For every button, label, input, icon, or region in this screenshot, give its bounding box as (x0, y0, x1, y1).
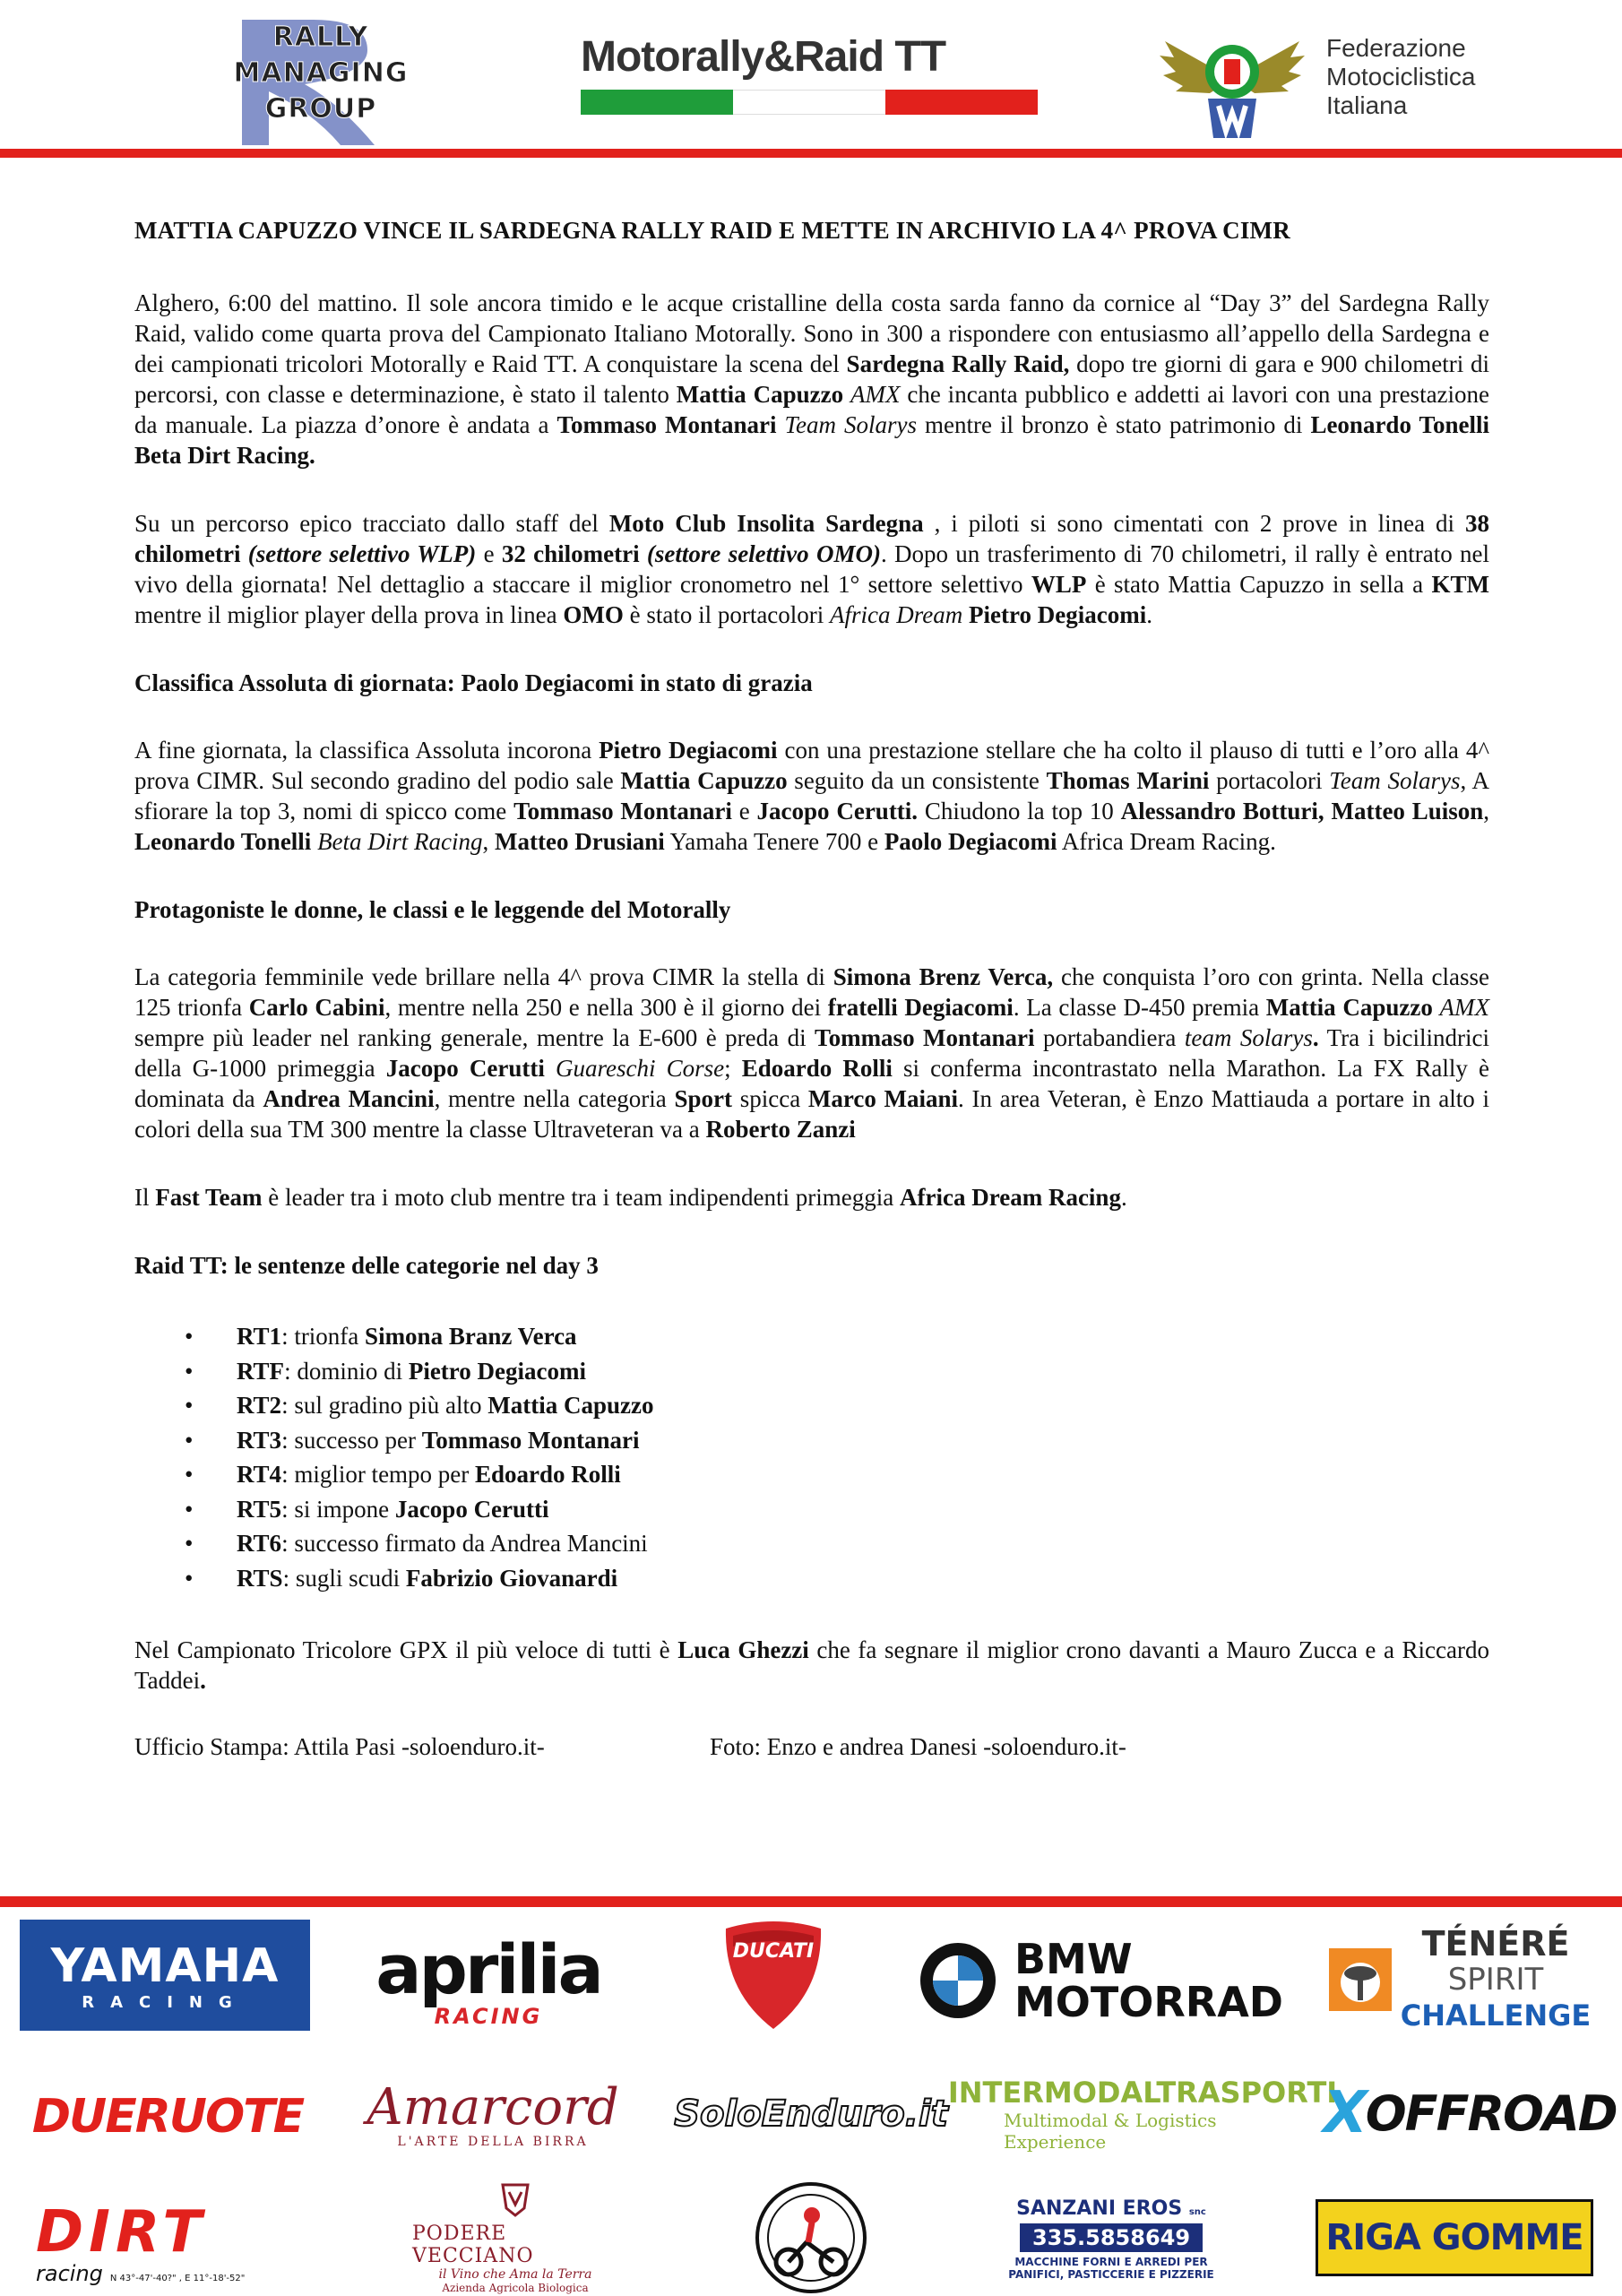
text: La categoria femminile vede brillare nella 4^ prova CIMR la stella di (134, 963, 833, 990)
paragraph-intro (134, 288, 1489, 470)
rider-name: Fabrizio Giovanardi (405, 1564, 618, 1592)
text: Alghero, 6:00 del mattino. Il sole ancora timido e le acque cristalline della costa sarda fanno da cornice al “Day 3” del Sardegna Rally Raid, valido come quarta prova del Campionato Italiano Motorally. Sono in 300 a rispondere con entusiasmo all’appello della Sardegna e dei campionati tricolori Motorally e Raid TT. A conquistare la scena del (134, 289, 1489, 377)
text: dopo tre giorni di gara e 900 chilometri di percorsi, con classe e determinazione, è stato il talento (134, 350, 1489, 408)
sanzani-subline: MACCHINE FORNI E ARREDI PER PANIFICI, PASTICCERIE E PIZZERIE (1008, 2255, 1214, 2281)
text: . In area Veteran, è Enzo Mattiauda a portare in alto i colori della sua TM 300 mentre la classe Ultraveteran va a (134, 1085, 1489, 1143)
bullet-icon: • (185, 1461, 194, 1488)
text: : trionfa (281, 1323, 366, 1350)
paragraph-categorie (134, 962, 1489, 1144)
dirt-wordmark: DIRT (36, 2199, 207, 2266)
dirt-racing-logo (36, 2196, 305, 2294)
ducati-wordmark: DUCATI (732, 1940, 815, 1963)
flag-white (733, 90, 885, 115)
tenere-tree-icon (1327, 1946, 1393, 2013)
aprilia-subline: RACING (434, 2004, 543, 2029)
bold-text: Simona Brenz Verca, (833, 963, 1054, 990)
xoffroad-x: X (1323, 2080, 1366, 2146)
fmi-line-2: Motociclistica (1326, 63, 1476, 91)
list-item (134, 1319, 1489, 1354)
paragraph-gpx (134, 1635, 1489, 1696)
bullet-icon: • (185, 1495, 194, 1523)
podere-subline: Azienda Agricola Biologica (442, 2282, 589, 2294)
rider-name: Pietro Degiacomi (408, 1357, 587, 1385)
rally-managing-group-logo (206, 14, 421, 149)
letterhead (0, 0, 1622, 161)
italic-text: Guareschi Corse (556, 1055, 725, 1082)
paragraph-route (134, 508, 1489, 630)
bmw-line-2: MOTORRAD (1014, 1978, 1283, 2026)
bold-text: KTM (1431, 571, 1489, 598)
bullet-icon: • (185, 1530, 194, 1557)
yamaha-subline: RACING (82, 1992, 248, 2012)
bold-text: fratelli Degiacomi (827, 994, 1014, 1021)
rider-name: Simona Branz Verca (365, 1323, 577, 1350)
bold-text: Luca Ghezzi (677, 1636, 809, 1663)
ducati-shield-icon (717, 1920, 830, 2033)
text: Africa Dream Racing. (1057, 828, 1276, 855)
tenere-wordmark (1401, 1926, 1592, 2033)
list-item (134, 1423, 1489, 1458)
text: Il (134, 1184, 156, 1211)
text: sempre più leader nel ranking generale, mentre la E-600 è preda di (134, 1024, 815, 1051)
list-item (134, 1457, 1489, 1492)
sanzani-eros-logo (1004, 2185, 1219, 2292)
bold-text: Tommaso Montanari (556, 411, 777, 438)
text: , (482, 828, 496, 855)
riga-gomme-logo: RIGA GOMME (1316, 2199, 1593, 2276)
list-item (134, 1492, 1489, 1527)
podere-vecciano-logo (412, 2179, 618, 2296)
bold-text: Thomas Marini (1046, 767, 1210, 794)
header-red-rule (0, 149, 1622, 158)
bold-text: Moto Club Insolita Sardegna (608, 510, 924, 537)
text: Yamaha Tenere 700 e (664, 828, 884, 855)
enduro-rider-badge-logo (753, 2179, 869, 2296)
bullet-icon: • (185, 1392, 194, 1419)
sanzani-company-type: snc (1188, 2206, 1206, 2217)
amarcord-logo (367, 2061, 619, 2169)
category-code: RT4 (237, 1461, 282, 1488)
text: con una prestazione stellare che ha colto il plauso di tutti e l’oro alla 4^ prova CIMR. Sul secondo gradino del podio sale (134, 737, 1489, 794)
text: mentre il bronzo è stato patrimonio di (917, 411, 1311, 438)
text: : sugli scudi (282, 1564, 406, 1592)
text: : successo per (281, 1426, 422, 1454)
bold-text: Alessandro Botturi, Matteo Luison (1120, 798, 1484, 824)
category-code: RT2 (237, 1392, 282, 1419)
text: Tra i bicilindrici della G-1000 primeggia (134, 1024, 1489, 1082)
dueruote-logo: DUERUOTE (31, 2090, 304, 2144)
bold-text: Sport (674, 1085, 733, 1112)
text: . (1120, 1184, 1127, 1211)
rider-badge-icon (753, 2179, 869, 2296)
motorally-raid-tt-title: Motorally&Raid TT (581, 33, 946, 81)
bold-text: Jacopo Cerutti. (756, 798, 919, 824)
bold-text: Pietro Degiacomi (599, 737, 778, 764)
text: ; (724, 1055, 742, 1082)
intermodal-wordmark: INTERMODALTRASPORTI (947, 2076, 1338, 2110)
bold-text: Leonardo Tonelli (134, 828, 312, 855)
flag-green (581, 90, 733, 115)
subheading-protagoniste: Protagoniste le donne, le classi e le leggende del Motorally (134, 896, 731, 923)
yamaha-wordmark: YAMAHA (50, 1938, 280, 1993)
italian-flag-stripe (581, 90, 1038, 115)
category-code: RT6 (237, 1530, 282, 1557)
photo-credit: Foto: Enzo e andrea Danesi -soloenduro.it- (710, 1733, 1126, 1760)
tenere-spirit-challenge-logo (1324, 1920, 1593, 2040)
tenere-line-3: CHALLENGE (1400, 1998, 1592, 2033)
text: : si impone (281, 1495, 395, 1523)
bold-text: Mattia Capuzzo (676, 381, 844, 408)
text: : successo firmato da Andrea Mancini (281, 1530, 648, 1557)
bullet-icon: • (185, 1426, 194, 1454)
tenere-line-2: SPIRIT (1447, 1962, 1544, 1998)
dirt-coordinates: N 43°-47'-40?" , E 11°-18'-52" (109, 2274, 246, 2283)
category-code: RT1 (237, 1323, 282, 1350)
text (843, 381, 850, 408)
bmw-line-1: BMW (1014, 1935, 1133, 1983)
bold-text: Pietro Degiacomi (969, 601, 1147, 628)
bold-text: Marco Maiani (807, 1085, 959, 1112)
raid-tt-category-list (134, 1319, 1489, 1595)
podere-crest-icon (497, 2181, 533, 2217)
press-release (134, 217, 1489, 1764)
bold-text: Tommaso Montanari (513, 798, 732, 824)
fmi-name (1326, 34, 1475, 120)
text: portacolori (1209, 767, 1330, 794)
text: : miglior tempo per (281, 1461, 476, 1488)
text: , mentre nella 250 e nella 300 è il giorno dei (384, 994, 828, 1021)
italic-text: Team Solarys (784, 411, 918, 438)
dirt-subline: racing (36, 2261, 103, 2286)
rider-name: Jacopo Cerutti (394, 1495, 549, 1523)
soloenduro-logo: SoloEnduro.it (674, 2093, 948, 2135)
flag-red (885, 90, 1038, 115)
xoffroad-logo (1323, 2068, 1617, 2158)
text: . (1146, 601, 1152, 628)
italic-text: Team Solarys (1329, 767, 1461, 794)
bold-text: Edoardo Rolli (741, 1055, 893, 1082)
rider-name: Edoardo Rolli (475, 1461, 621, 1488)
text: : sul gradino più alto (281, 1392, 488, 1419)
aprilia-racing-logo (367, 1929, 609, 2036)
podere-tagline: il Vino che Ama la Terra (438, 2267, 592, 2282)
bold-text: 38 chilometri (134, 510, 1489, 567)
bold-text: Andrea Mancini (263, 1085, 435, 1112)
list-item (134, 1526, 1489, 1561)
credits-line (134, 1733, 1489, 1764)
bold-italic-text: (settore selettivo OMO) (639, 540, 881, 567)
rider-name: Tommaso Montanari (421, 1426, 640, 1454)
paragraph-team (134, 1182, 1489, 1213)
italic-text: AMX (850, 381, 901, 408)
bold-text: . (200, 1667, 206, 1694)
text: è stato Mattia Capuzzo in sella a (1086, 571, 1432, 598)
podere-wordmark: PODERE VECCIANO (412, 2223, 534, 2267)
text: spicca (732, 1085, 808, 1112)
bold-text: Carlo Cabini (248, 994, 385, 1021)
text: A fine giornata, la classifica Assoluta incorona (134, 737, 600, 764)
text: che conquista l’oro con grinta. Nella classe 125 trionfa (134, 963, 1489, 1021)
text: , i piloti si sono cimentati con 2 prove in linea di (923, 510, 1465, 537)
text: . Dopo un trasferimento di 70 chilometri, il rally è entrato nel vivo della giornata! Nel dettaglio a staccare il miglior cronometro nel 1° settore selettivo (134, 540, 1490, 598)
text: che incanta pubblico e addetti ai lavori con una prestazione da manuale. La piazza d’onore è andata a (134, 381, 1490, 438)
text: è stato il portacolori (623, 601, 831, 628)
text: e (476, 540, 502, 567)
tenere-line-1: TÉNÉRÉ (1421, 1924, 1570, 1964)
aprilia-wordmark: aprilia (375, 1929, 601, 2009)
bold-text: 32 chilometri (501, 540, 640, 567)
text: , A sfiorare la top 3, nomi di spicco come (134, 767, 1489, 824)
fmi-line-3: Italiana (1326, 91, 1408, 119)
bold-text: Matteo Drusiani (495, 828, 665, 855)
bold-text: OMO (563, 601, 624, 628)
fmi-winged-emblem-icon (1156, 16, 1308, 142)
text (962, 601, 969, 628)
text: e (731, 798, 757, 824)
bold-text: Mattia Capuzzo (1265, 994, 1433, 1021)
bold-text: Leonardo Tonelli Beta Dirt Racing. (134, 411, 1489, 469)
bold-text: Fast Team (155, 1184, 263, 1211)
xoffroad-wordmark: OFFROAD (1365, 2085, 1617, 2142)
sponsor-logos (0, 1911, 1622, 2294)
text (1433, 994, 1440, 1021)
intermodal-trasporti-logo (947, 2065, 1338, 2163)
press-office-credit: Ufficio Stampa: Attila Pasi -soloenduro.it- (134, 1733, 545, 1760)
sanzani-wordmark-row (1016, 2197, 1206, 2220)
bullet-icon: • (185, 1564, 194, 1592)
bmw-wordmark (1014, 1935, 1283, 2026)
ducati-logo (717, 1920, 830, 2033)
text: Chiudono la top 10 (918, 798, 1121, 824)
text: portabandiera (1034, 1024, 1185, 1051)
text: , (1483, 798, 1490, 824)
bold-text: Tommaso Montanari (815, 1024, 1035, 1051)
paragraph-classifica (134, 735, 1489, 857)
yamaha-racing-logo (20, 1920, 310, 2031)
bold-text: Paolo Degiacomi (884, 828, 1057, 855)
rmg-line-3: GROUP (264, 93, 377, 125)
text (545, 1055, 556, 1082)
category-code: RTS (237, 1564, 283, 1592)
italic-text: Beta Dirt Racing (317, 828, 483, 855)
text: , mentre nella categoria (434, 1085, 675, 1112)
bold-text: Sardegna Rally Raid, (846, 350, 1070, 377)
list-item (134, 1561, 1489, 1596)
category-code: RT5 (237, 1495, 282, 1523)
bold-text: Roberto Zanzi (705, 1116, 856, 1143)
bold-text: Africa Dream Racing (900, 1184, 1121, 1211)
bmw-motorrad-logo (912, 1932, 1289, 2029)
text: Nel Campionato Tricolore GPX il più veloce di tutti è (134, 1636, 678, 1663)
text: seguito da un consistente (787, 767, 1047, 794)
bold-italic-text: (settore selettivo WLP) (240, 540, 477, 567)
bold-text: Jacopo Cerutti (385, 1055, 545, 1082)
bold-text: . (1312, 1024, 1319, 1051)
bold-text: Mattia Capuzzo (620, 767, 788, 794)
intermodal-subline: Multimodal & Logistics Experience (1004, 2110, 1217, 2153)
sanzani-wordmark: SANZANI EROS (1016, 2197, 1183, 2220)
footer-red-rule (0, 1896, 1622, 1907)
fmi-line-1: Federazione (1326, 34, 1466, 62)
rmg-line-1: RALLY (272, 22, 369, 53)
text: Su un percorso epico tracciato dallo staff del (134, 510, 609, 537)
dirt-subline-row (36, 2261, 245, 2286)
italic-text: Africa Dream (830, 601, 963, 628)
category-code: RTF (237, 1357, 285, 1385)
text: che fa segnare il miglior crono davanti a Mauro Zucca e a Riccardo Taddei (134, 1636, 1489, 1694)
list-item (134, 1388, 1489, 1423)
bullet-icon: • (185, 1323, 194, 1350)
text: è leader tra i moto club mentre tra i team indipendenti primeggia (262, 1184, 901, 1211)
sanzani-phone: 335.5858649 (1020, 2223, 1203, 2252)
bmw-roundel-icon (918, 1940, 998, 2021)
italic-text: AMX (1439, 994, 1489, 1021)
amarcord-wordmark: Amarcord (367, 2078, 619, 2136)
italic-text: team Solarys (1184, 1024, 1313, 1051)
text: . La classe D-450 premia (1013, 994, 1266, 1021)
list-item (134, 1354, 1489, 1389)
rider-name: Mattia Capuzzo (487, 1392, 654, 1419)
bold-text: WLP (1031, 571, 1087, 598)
amarcord-subline: L'ARTE DELLA BIRRA (397, 2135, 589, 2149)
text: mentre il miglior player della prova in linea (134, 601, 564, 628)
text: : dominio di (284, 1357, 409, 1385)
bullet-icon: • (185, 1357, 194, 1385)
headline: MATTIA CAPUZZO VINCE IL SARDEGNA RALLY RAID E METTE IN ARCHIVIO LA 4^ PROVA CIMR (134, 217, 1290, 244)
text: si conferma incontrastato nella Marathon. La FX Rally è dominata da (134, 1055, 1490, 1112)
text (777, 411, 785, 438)
subheading-raid-tt: Raid TT: le sentenze delle categorie nel day 3 (134, 1252, 599, 1279)
rmg-line-2: MANAGING (233, 57, 409, 89)
category-code: RT3 (237, 1426, 282, 1454)
subheading-classifica: Classifica Assoluta di giornata: Paolo Degiacomi in stato di grazia (134, 669, 813, 696)
